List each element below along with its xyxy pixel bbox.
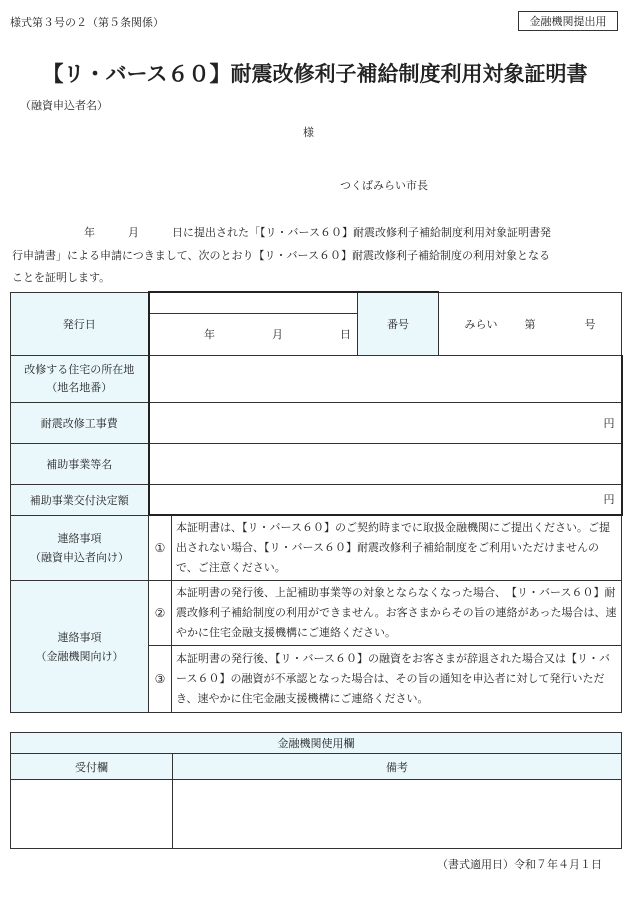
note-2-text: 本証明書の発行後、上記補助事業等の対象とならなくなった場合、 【リ・バース６０】耐震改修利子補給制度の利用ができません。お客さまからその旨の連絡があった場合は、速やかに住宅金融支援機構にご連絡ください。 xyxy=(172,581,622,646)
date-year: 年 xyxy=(204,328,215,342)
page-title: 【リ・バース６０】耐震改修利子補給制度利用対象証明書 xyxy=(42,61,588,86)
subsidy-amount-label: 補助事業交付決定額 xyxy=(11,484,149,515)
subsidy-amount-yen: 円 xyxy=(603,493,615,507)
body-line-3: ことを証明します。 xyxy=(12,271,111,284)
note-3-text: 本証明書の発行後、【リ・バース６０】の融資をお客さまが辞退された場合又は【リ・バース６０】の融資が不承認となった場合は、その旨の通知を申込者に対して発行いただき、速やかに住宅金融支援機構にご連絡ください。 xyxy=(172,646,622,713)
cost-label: 耐震改修工事費 xyxy=(11,402,149,443)
number-field[interactable] xyxy=(439,292,622,355)
date-month: 月 xyxy=(272,328,283,342)
issue-date-field[interactable] xyxy=(149,314,358,355)
note-3-mark: ③ xyxy=(149,646,172,713)
certification-text xyxy=(12,222,617,290)
certificate-table xyxy=(10,291,623,713)
cost-yen: 円 xyxy=(603,416,615,430)
contact-bank-label: 連絡事項 （金融機関向け） xyxy=(11,581,149,713)
location-label: 改修する住宅の所在地 （地名地番） xyxy=(11,355,149,402)
note-1-text: 本証明書は、【リ・バース６０】のご契約時までに取扱金融機関にご提出ください。ご提出されない場合、【リ・バース６０】耐震改修利子補給制度をご利用いただけませんので、ご注意ください。 xyxy=(172,515,622,581)
note-1-mark: ① xyxy=(149,515,172,581)
number-label: 番号 xyxy=(358,292,439,355)
number-prefix: みらい xyxy=(464,317,498,331)
date-day: 日 xyxy=(340,328,351,342)
subsidy-project-label: 補助事業等名 xyxy=(11,443,149,484)
location-field[interactable] xyxy=(149,355,622,402)
issuer: つくばみらい市長 xyxy=(340,179,428,192)
body-line-1: 年 月 日に提出された「【リ・バース６０】耐震改修利子補給制度利用対象証明書発 xyxy=(84,226,551,239)
subsidy-project-field[interactable] xyxy=(149,443,622,484)
date-blank-row[interactable] xyxy=(149,292,358,314)
number-dai: 第 xyxy=(524,317,536,331)
note-2-mark: ② xyxy=(149,581,172,646)
submit-to-badge: 金融機関提出用 xyxy=(518,11,618,31)
honorific: 様 xyxy=(303,126,314,139)
form-number: 様式第３号の２（第５条関係） xyxy=(10,16,164,29)
subsidy-amount-field[interactable] xyxy=(149,484,622,515)
issue-date-label: 発行日 xyxy=(11,292,149,355)
body-line-2: 行申請書」による申請につきまして、次のとおり【リ・バース６０】耐震改修利子補給制度の利用対象となる xyxy=(12,248,551,262)
applicable-date: （書式適用日）令和７年４月１日 xyxy=(437,858,602,871)
bank-use-table xyxy=(10,732,622,849)
cost-field[interactable] xyxy=(149,402,622,443)
remarks-field[interactable] xyxy=(173,780,622,849)
number-go: 号 xyxy=(584,317,596,331)
reception-label: 受付欄 xyxy=(11,754,173,780)
contact-applicant-label: 連絡事項 （融資申込者向け） xyxy=(11,515,149,581)
reception-field[interactable] xyxy=(11,780,173,849)
remarks-label: 備考 xyxy=(173,754,622,780)
bank-section-title: 金融機関使用欄 xyxy=(11,733,622,754)
applicant-label: （融資申込者名） xyxy=(20,99,108,112)
